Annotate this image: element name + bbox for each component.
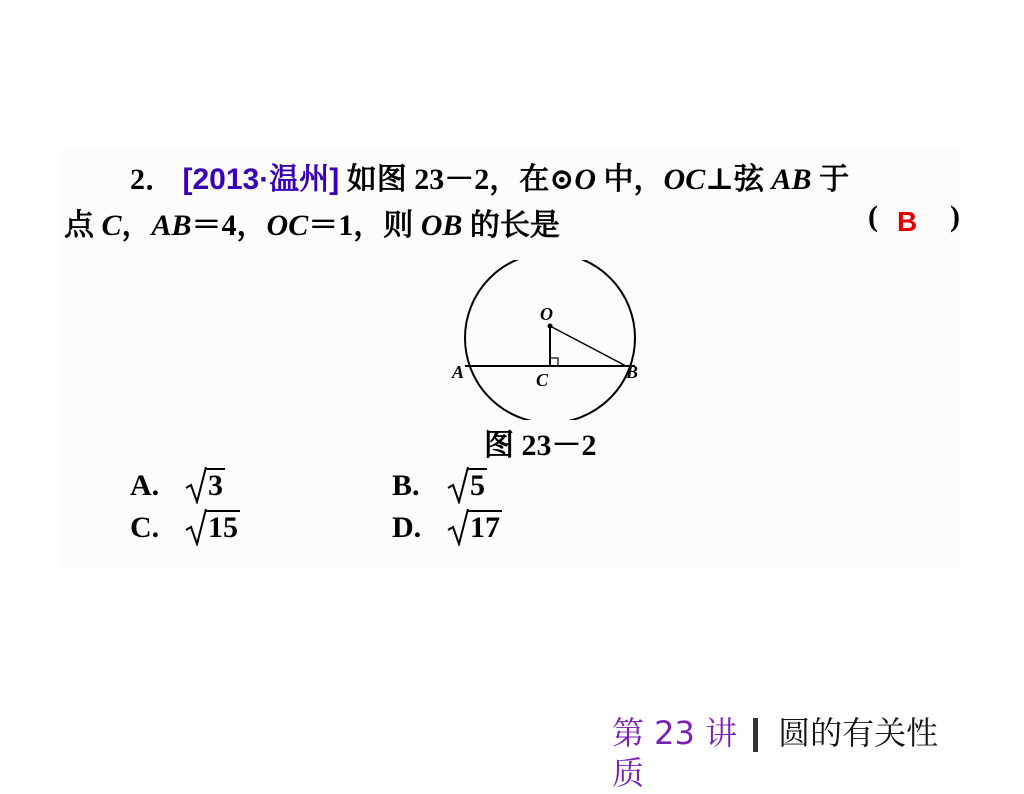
sqrt-icon (446, 510, 502, 545)
question-text: ＝1，则 (308, 209, 421, 242)
option-b[interactable] (392, 468, 487, 503)
label-o: O (540, 304, 553, 324)
label-c: C (536, 370, 549, 390)
segment-ab: AB (771, 163, 812, 196)
question-text: 如图 23－2，在⊙ (346, 163, 575, 196)
question-line-2 (64, 200, 560, 244)
lesson-number: 第 23 讲 (612, 714, 738, 752)
question-text: 的长是 (462, 209, 560, 242)
footer-divider (753, 718, 758, 752)
question-text: ⊥弦 (705, 163, 772, 196)
sqrt-icon (184, 468, 225, 503)
segment-ob-line (550, 326, 626, 366)
sqrt-icon (446, 468, 487, 503)
lesson-topic-continued: 质 (612, 754, 645, 792)
center-point (548, 324, 553, 329)
segment-oc: OC (266, 209, 309, 242)
option-radicand: 15 (208, 511, 238, 544)
segment-oc: OC (663, 163, 706, 196)
option-c[interactable] (130, 510, 240, 545)
option-label: C. (130, 511, 160, 544)
option-label: D. (392, 511, 422, 544)
label-b: B (626, 362, 639, 382)
answer-text: B (897, 206, 918, 237)
lesson-topic: 圆的有关性 (778, 714, 939, 752)
option-radicand: 3 (208, 469, 223, 502)
label-a: A (452, 362, 465, 382)
segment-ob: OB (420, 209, 463, 242)
answer-paren-right: ) (950, 200, 960, 233)
circle-name: O (574, 163, 597, 196)
option-a[interactable] (130, 468, 225, 503)
answer-paren-left: ( (868, 200, 878, 233)
circle-figure (440, 260, 660, 420)
option-label: A. (130, 469, 160, 502)
point-c: C (101, 209, 122, 242)
option-radicand: 5 (470, 469, 485, 502)
question-number: 2． (130, 163, 175, 196)
question-line-1 (130, 154, 849, 198)
option-label: B. (392, 469, 420, 502)
question-text: 点 (64, 209, 102, 242)
right-angle-mark (550, 358, 558, 366)
slide-footer (612, 708, 938, 754)
question-text: ， (121, 209, 152, 242)
segment-ab: AB (151, 209, 192, 242)
question-text: ＝4， (191, 209, 267, 242)
sqrt-icon (184, 510, 240, 545)
figure-caption: 图 23－2 (484, 429, 597, 462)
option-d[interactable] (392, 510, 502, 545)
option-radicand: 17 (470, 511, 500, 544)
question-source: [2013·温州] (182, 163, 340, 196)
question-text: 中， (596, 163, 664, 196)
question-text: 于 (811, 163, 850, 196)
